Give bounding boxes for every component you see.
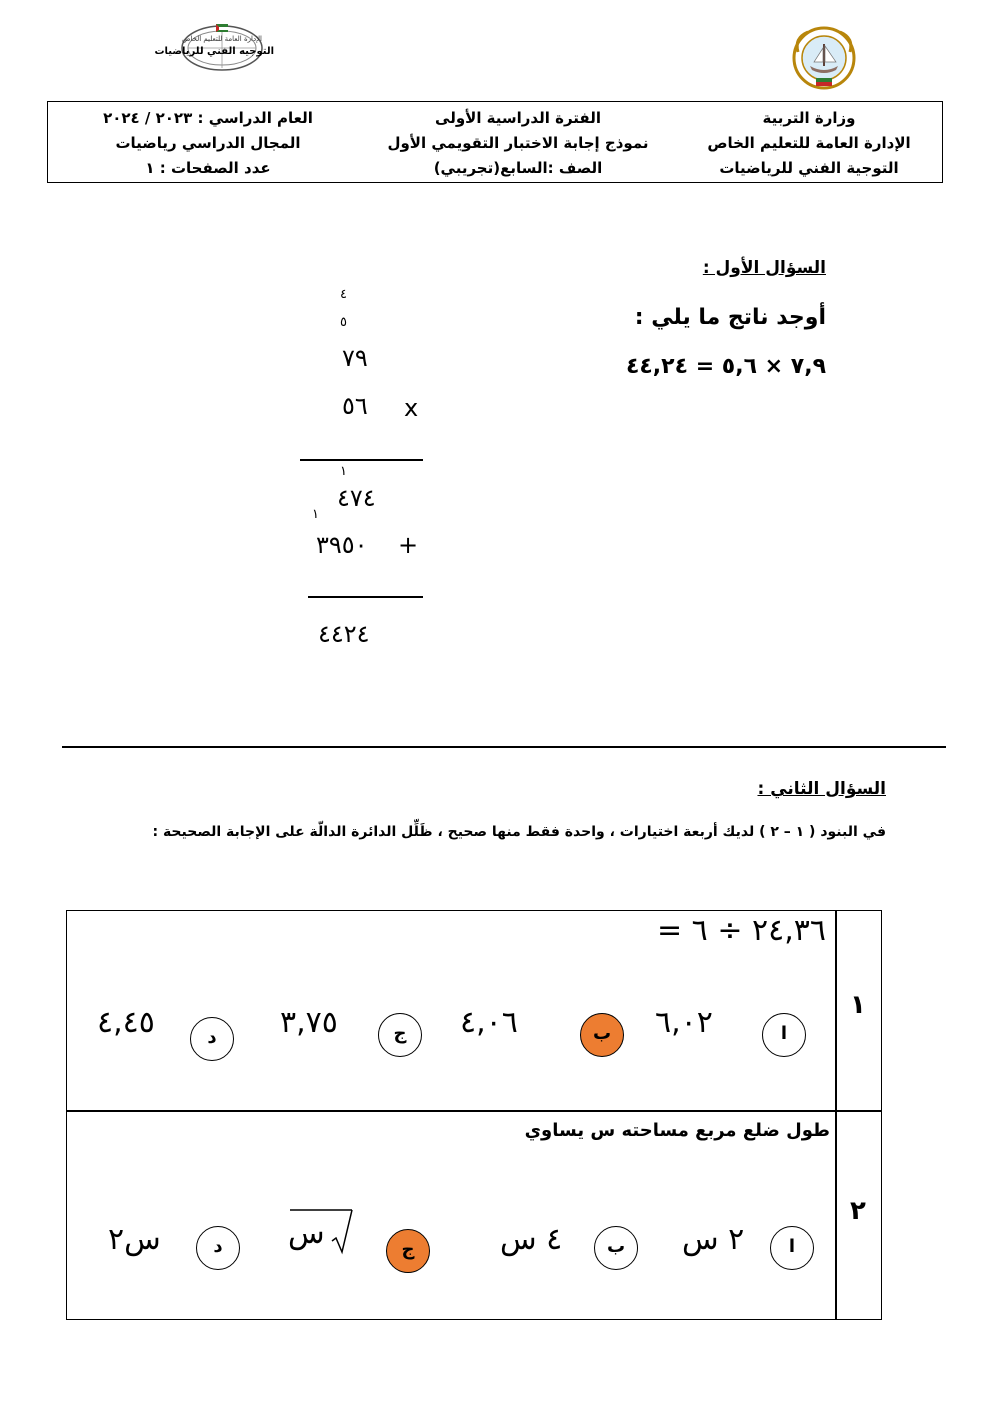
carry-top-2: ٥ — [340, 315, 347, 330]
department-name: التوجية الفني للرياضيات — [719, 159, 899, 177]
q1-title: السؤال الأول : — [702, 258, 826, 278]
header-right — [694, 106, 924, 181]
kuwait-emblem — [788, 22, 860, 94]
section-divider — [62, 746, 946, 748]
item1-option-a-circle[interactable]: ا — [762, 1013, 806, 1057]
multiplicand: ٧٩ — [342, 344, 368, 372]
item1-option-c-circle[interactable]: ج — [378, 1013, 422, 1057]
item1-option-c-value: ٣,٧٥ — [280, 1005, 338, 1040]
item2-option-c-circle[interactable]: ج — [386, 1229, 430, 1273]
plus-sign: + — [398, 531, 423, 559]
school-year: العام الدراسي : ٢٠٢٣ / ٢٠٢٤ — [103, 109, 313, 127]
exam-title: نموذج إجابة الاختبار التقويمي الأول — [387, 134, 649, 152]
row-number-1: ١ — [850, 990, 866, 1020]
header-box — [47, 101, 943, 183]
q1-prompt: أوجد ناتج ما يلي : — [634, 305, 826, 330]
item2-option-b-value: ٤ س — [500, 1222, 563, 1257]
item2-option-c-value: س — [288, 1216, 325, 1251]
directorate-name: الإدارة العامة للتعليم الخاص — [707, 134, 911, 152]
subject: المجال الدراسي رياضيات — [115, 134, 301, 152]
table-row-divider — [66, 1110, 882, 1112]
item2-option-b-circle[interactable]: ب — [594, 1226, 638, 1270]
row-number-2: ٢ — [850, 1196, 866, 1226]
item1-question: ٢٤,٣٦ ÷ ٦ = — [656, 913, 826, 948]
item1-option-d-value: ٤,٤٥ — [97, 1005, 155, 1040]
q2-title: السؤال الثاني : — [757, 779, 886, 799]
header-center — [338, 106, 698, 181]
item1-option-a-value: ٦,٠٢ — [655, 1005, 713, 1040]
carry-top-1: ٤ — [340, 287, 347, 302]
q2-instruction: في البنود ( ١ – ٢ ) لديك أربعة اختيارات ، واحدة فقط منها صحيح ، ظَلِّل الدائرة الدالّة على الإجابة الصحيحة : — [152, 824, 886, 840]
questions-table — [66, 910, 882, 1320]
item2-option-a-circle[interactable]: ا — [770, 1226, 814, 1270]
item2-option-d-value: س٢ — [108, 1222, 161, 1257]
item2-option-d-circle[interactable]: د — [196, 1226, 240, 1270]
final-product: ٤٤٢٤ — [318, 620, 370, 648]
table-column-divider — [835, 910, 837, 1320]
item1-option-d-circle[interactable]: د — [190, 1017, 234, 1061]
header-left — [68, 106, 348, 181]
page-count: عدد الصفحات : ١ — [145, 159, 271, 177]
partial-product-1: ٤٧٤ — [337, 484, 376, 512]
q1-equation: ٧,٩ × ٥,٦ = ٤٤,٢٤ — [625, 354, 826, 379]
multiplier: ٥٦ — [342, 392, 368, 420]
term-label: الفترة الدراسية الأولى — [435, 109, 601, 127]
grade-label: الصف :السابع(تجريبي) — [433, 159, 603, 177]
logo-small-caption: الإدارة العامة للتعليم الخاص — [181, 35, 263, 43]
times-sign: x — [404, 394, 423, 422]
carry-mid: ١ — [340, 464, 347, 479]
rule-2 — [308, 596, 423, 598]
item2-option-a-value: ٢ س — [682, 1222, 745, 1257]
partial-product-2: ٣٩٥٠ — [316, 531, 368, 559]
logo-caption: التوجيه الفني للرياضيات — [154, 46, 274, 57]
ministry-name: وزارة التربية — [762, 109, 856, 127]
item1-option-b-value: ٤,٠٦ — [460, 1005, 518, 1040]
item2-question: طول ضلع مربع مساحته س يساوي — [524, 1120, 830, 1141]
item1-option-b-circle[interactable]: ب — [580, 1013, 624, 1057]
rule-1 — [300, 459, 423, 461]
carry-left: ١ — [312, 507, 319, 522]
